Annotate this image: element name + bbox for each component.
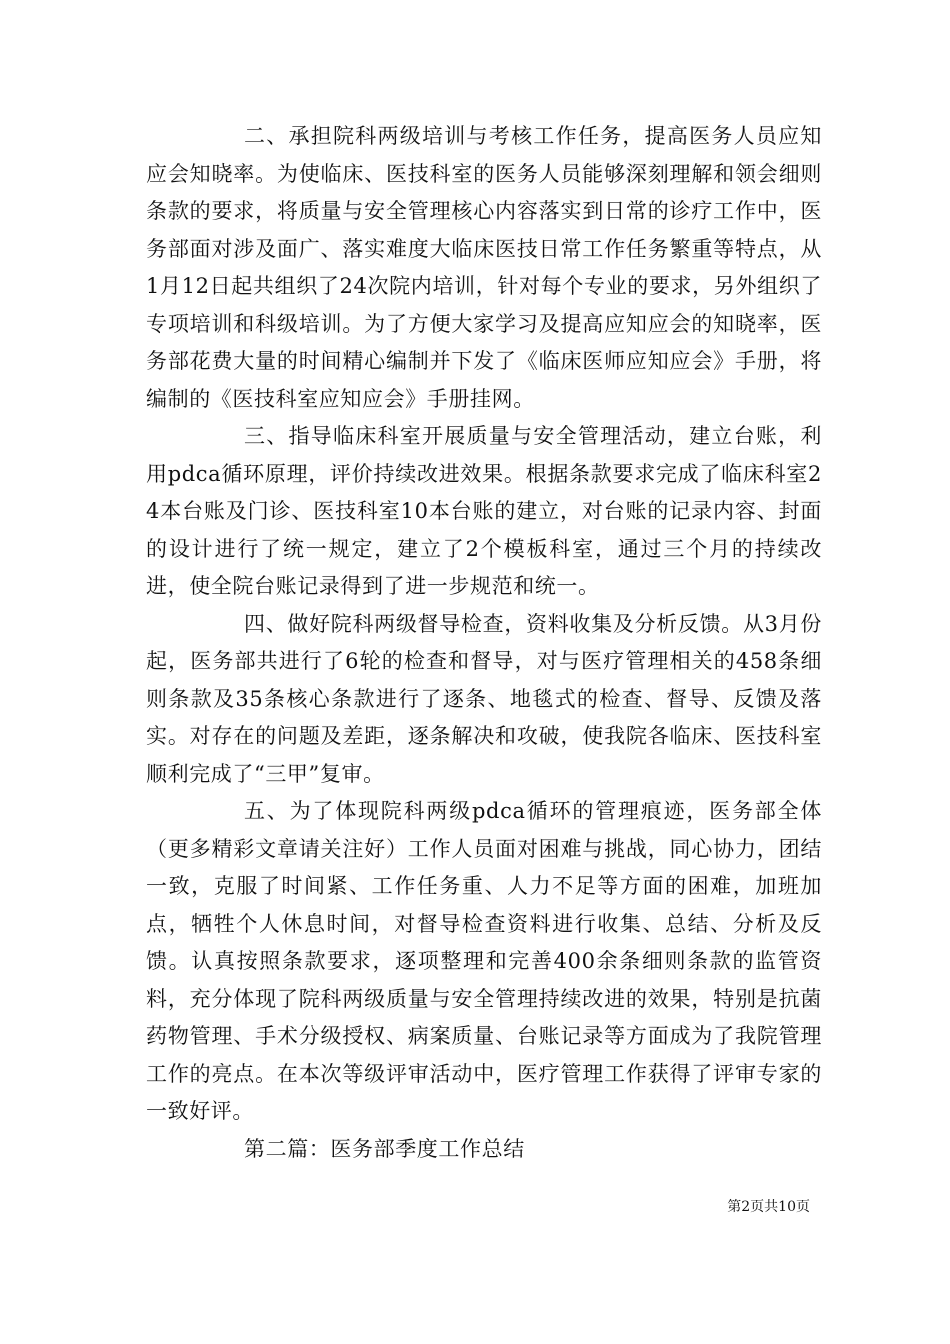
paragraph-quality-activities: 三、指导临床科室开展质量与安全管理活动，建立台账，利用pdca循环原理，评价持续改进效果。根据条款要求完成了临床科室24本台账及门诊、医技科室10本台账的建立，对台账的记录内容、封面的设计进行了统一规定，建立了2个模板科室，通过三个月的持续改进，使全院台账记录得到了进一步规范和统一。 (146, 424, 822, 598)
paragraph-inspection: 四、做好院科两级督导检查，资料收集及分析反馈。从3月份起，医务部共进行了6轮的检查和督导，对与医疗管理相关的458条细则条款及35条核心条款进行了逐条、地毯式的检查、督导、反馈及落实。对存在的问题及差距，逐条解决和攻破，使我院各临床、医技科室顺利完成了“三甲”复审。 (146, 611, 822, 786)
paragraph-training: 二、承担院科两级培训与考核工作任务，提高医务人员应知应会知晓率。为使临床、医技科室的医务人员能够深刻理解和领会细则条款的要求，将质量与安全管理核心内容落实到日常的诊疗工作中，医务部面对涉及面广、落实难度大临床医技日常工作任务繁重等特点，从1月12日起共组织了24次院内培训，针对每个专业的要求，另外组织了专项培训和科级培训。为了方便大家学习及提高应知应会的知晓率，医务部花费大量的时间精心编制并下发了《临床医师应知应会》手册，将编制的《医技科室应知应会》手册挂网。 (146, 124, 822, 411)
paragraph-pdca-summary: 五、为了体现院科两级pdca循环的管理痕迹，医务部全体（更多精彩文章请关注好）工作人员面对困难与挑战，同心协力，团结一致，克服了时间紧、工作任务重、人力不足等方面的困难，加班加点，牺牲个人休息时间，对督导检查资料进行收集、总结、分析及反馈。认真按照条款要求，逐项整理和完善400余条细则条款的监管资料，充分体现了院科两级质量与安全管理持续改进的效果，特别是抗菌药物管理、手术分级授权、病案质量、台账记录等方面成为了我院管理工作的亮点。在本次等级评审活动中，医疗管理工作获得了评审专家的一致好评。 (146, 799, 822, 1123)
page-number-footer: 第2页共10页 (727, 1199, 810, 1215)
section-heading: 第二篇：医务部季度工作总结 (244, 1136, 525, 1161)
document-body (146, 118, 822, 1168)
